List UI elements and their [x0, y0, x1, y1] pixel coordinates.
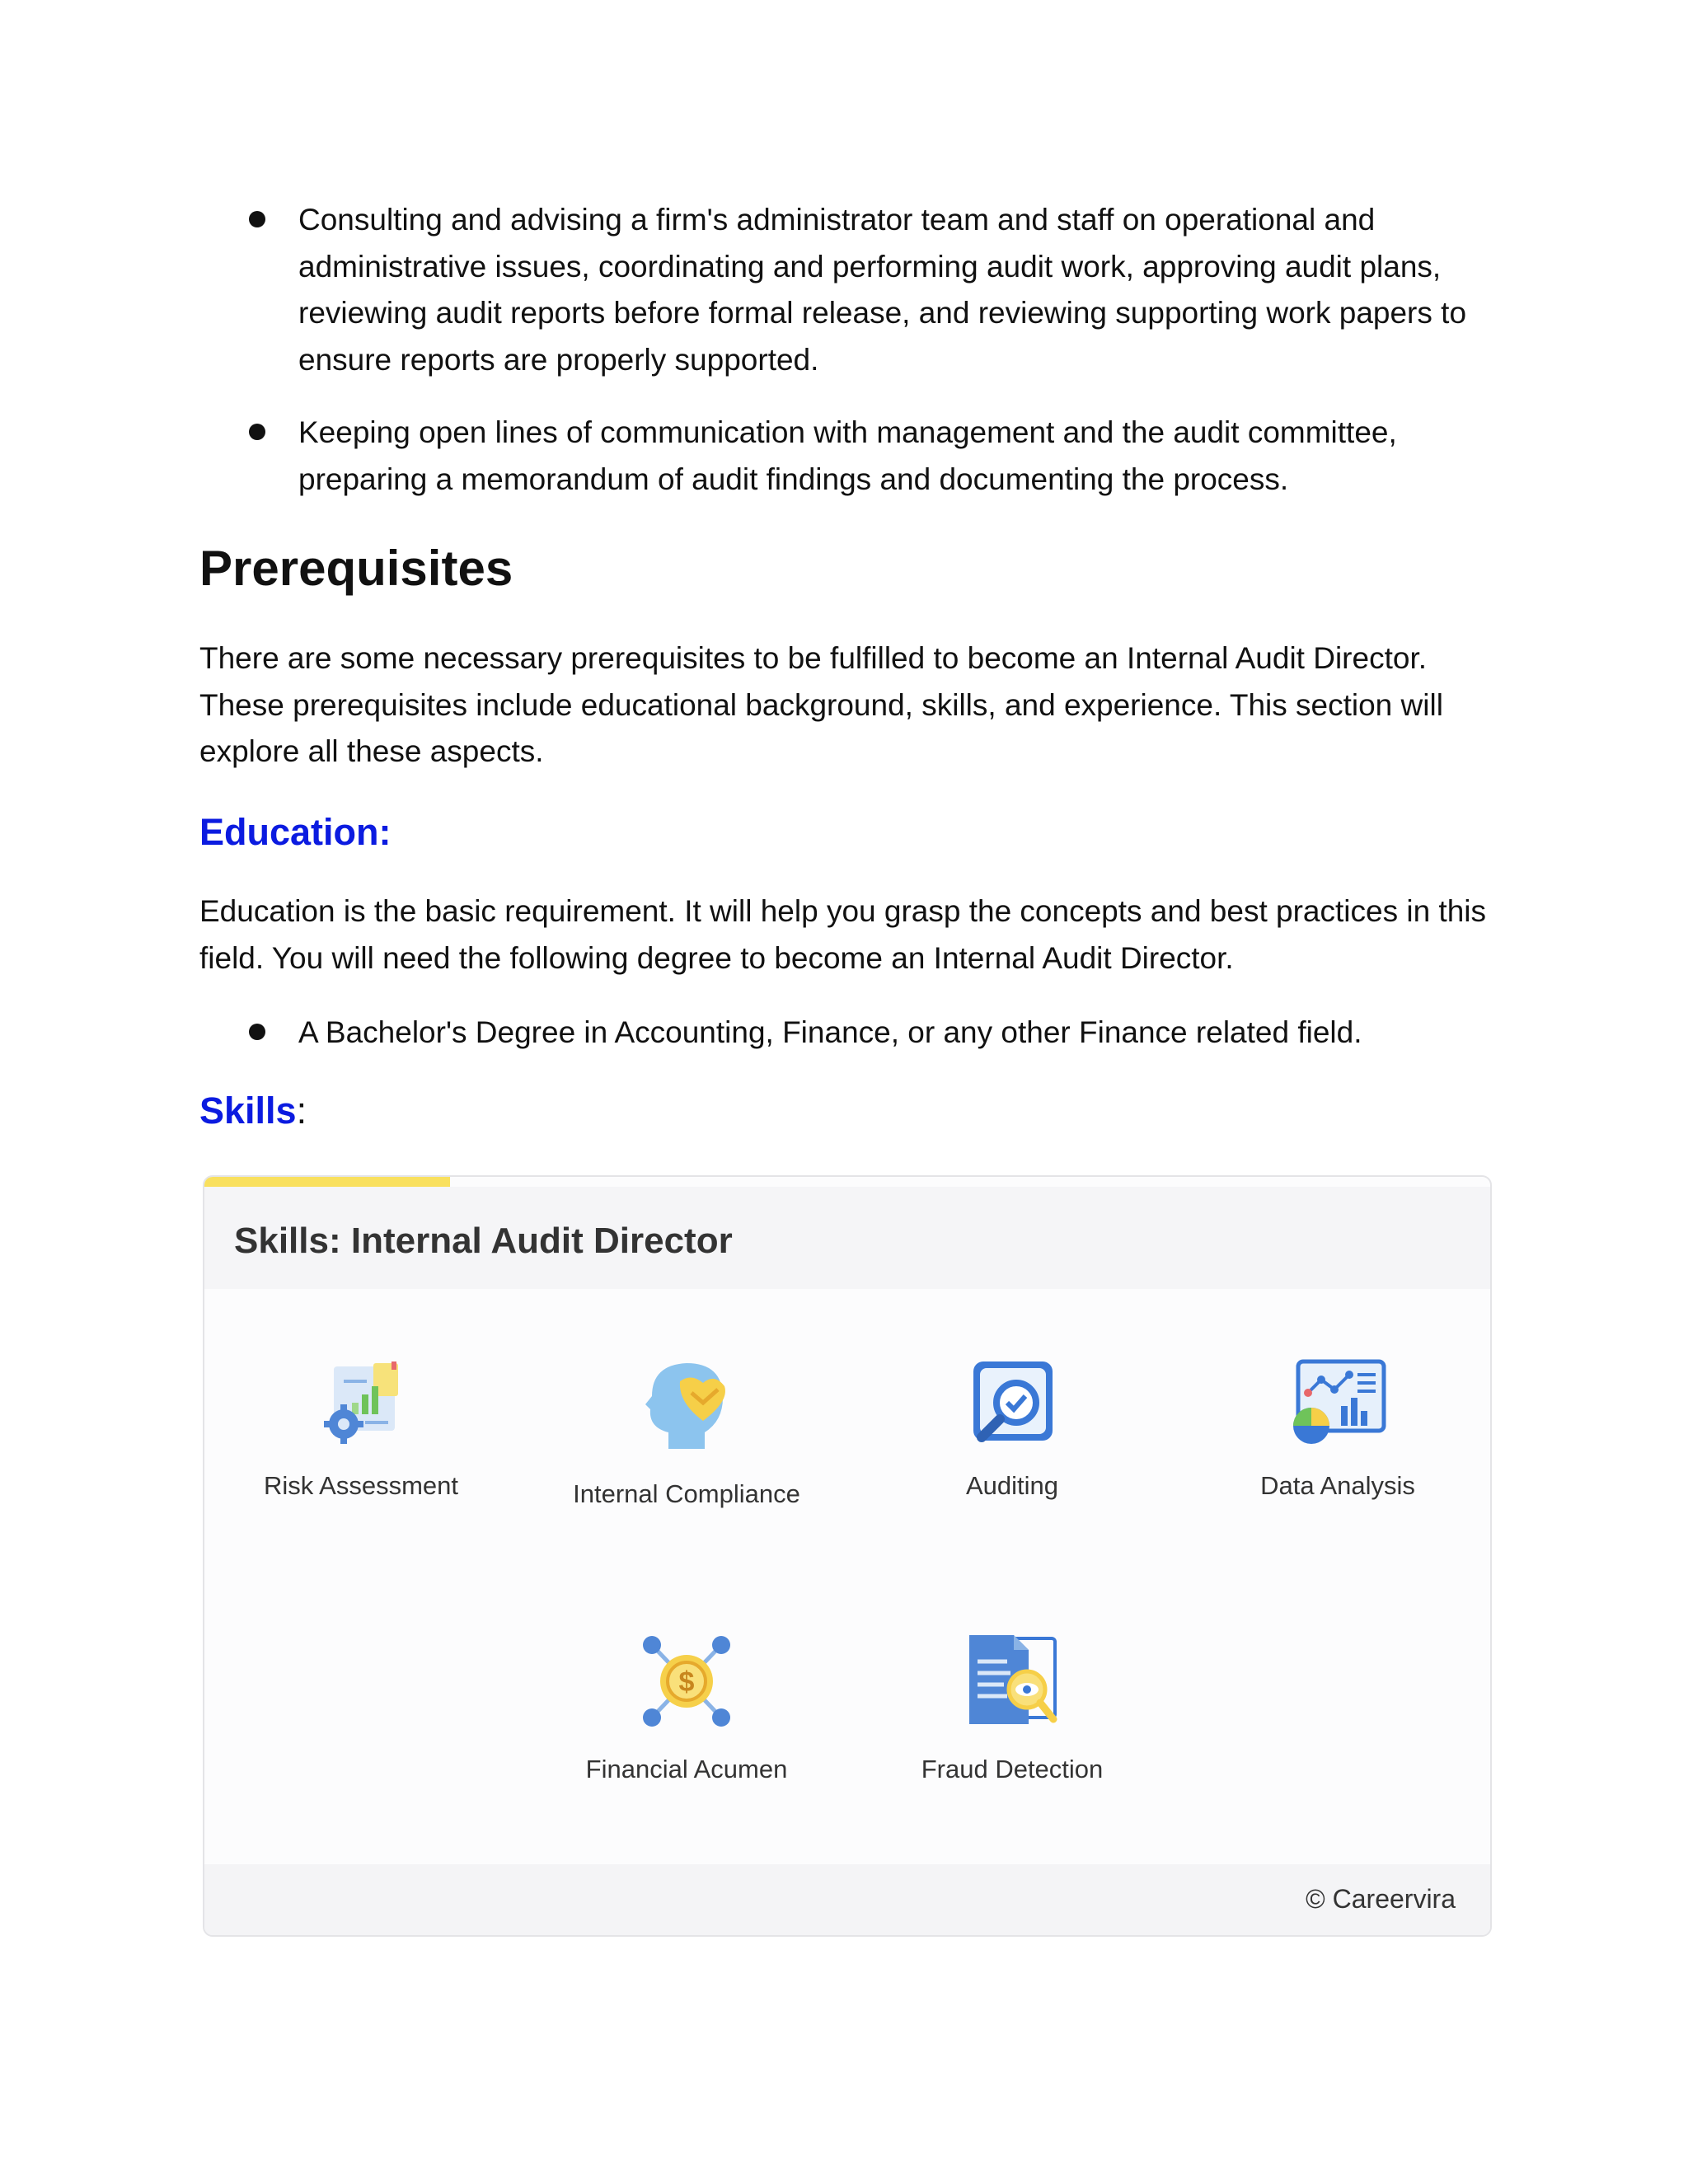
skill-item-risk-assessment — [229, 1357, 493, 1503]
card-credit: © Careervira — [1306, 1884, 1456, 1914]
bullet-list — [0, 197, 1502, 383]
bullet-list — [0, 410, 1502, 503]
skill-label: Risk Assessment — [263, 1471, 458, 1500]
card-footer — [204, 1864, 1490, 1935]
data-analysis-icon — [1287, 1357, 1389, 1447]
list-item — [0, 197, 1502, 383]
internal-compliance-icon — [637, 1357, 736, 1455]
section-heading-prerequisites: Prerequisites — [199, 541, 513, 596]
card-accent-bar — [204, 1177, 450, 1187]
skill-item-data-analysis — [1206, 1357, 1470, 1503]
list-item-text: A Bachelor's Degree in Accounting, Finance, or any other Finance related field. — [298, 1015, 1362, 1049]
auditing-icon — [967, 1357, 1057, 1447]
skills-heading-colon: : — [296, 1090, 307, 1132]
list-item-text: Consulting and advising a firm's administrator team and staff on operational and administrative issues, coordinating and performing audit work, approving audit plans, reviewing audit reports before formal release, and reviewing supporting work papers to ensure reports are properly supported. — [298, 203, 1467, 377]
financial-acumen-icon — [637, 1632, 736, 1731]
risk-assessment-icon — [316, 1357, 406, 1447]
bullet-dot — [249, 424, 265, 440]
skills-heading-text: Skills — [199, 1090, 297, 1132]
list-item — [0, 1010, 1502, 1057]
card-title: Skills: Internal Audit Director — [234, 1221, 733, 1261]
card-header — [204, 1187, 1490, 1289]
fraud-detection-icon — [961, 1632, 1063, 1731]
skill-label: Data Analysis — [1260, 1471, 1415, 1500]
skill-label: Auditing — [965, 1471, 1059, 1500]
skill-item-financial-acumen — [555, 1632, 818, 1787]
skill-label: Financial Acumen — [585, 1755, 788, 1783]
skill-item-internal-compliance — [555, 1357, 818, 1511]
skills-card — [203, 1175, 1492, 1937]
list-item — [0, 410, 1502, 503]
skill-label: Fraud Detection — [921, 1755, 1104, 1783]
list-item-text: Keeping open lines of communication with management and the audit committee, preparing a memorandum of audit findings and documenting the process. — [298, 415, 1397, 496]
education-list — [0, 1010, 1502, 1057]
education-text: Education is the basic requirement. It will help you grasp the concepts and best practices in this field. You will need the following degree to become an Internal Audit Director. — [199, 894, 1487, 975]
subheading-education: Education: — [199, 811, 392, 853]
prerequisites-intro: There are some necessary prerequisites to be fulfilled to become an Internal Audit Director. These prerequisites include educational background, skills, and experience. This section will explore all these aspects. — [199, 641, 1443, 768]
subheading-skills — [199, 1086, 307, 1136]
svg-text:$: $ — [678, 1666, 695, 1698]
skill-label: Internal Compliance — [573, 1479, 800, 1508]
skill-item-fraud-detection — [880, 1632, 1144, 1787]
skill-item-auditing — [880, 1357, 1144, 1503]
bullet-dot — [249, 211, 265, 227]
bullet-dot — [249, 1024, 265, 1040]
